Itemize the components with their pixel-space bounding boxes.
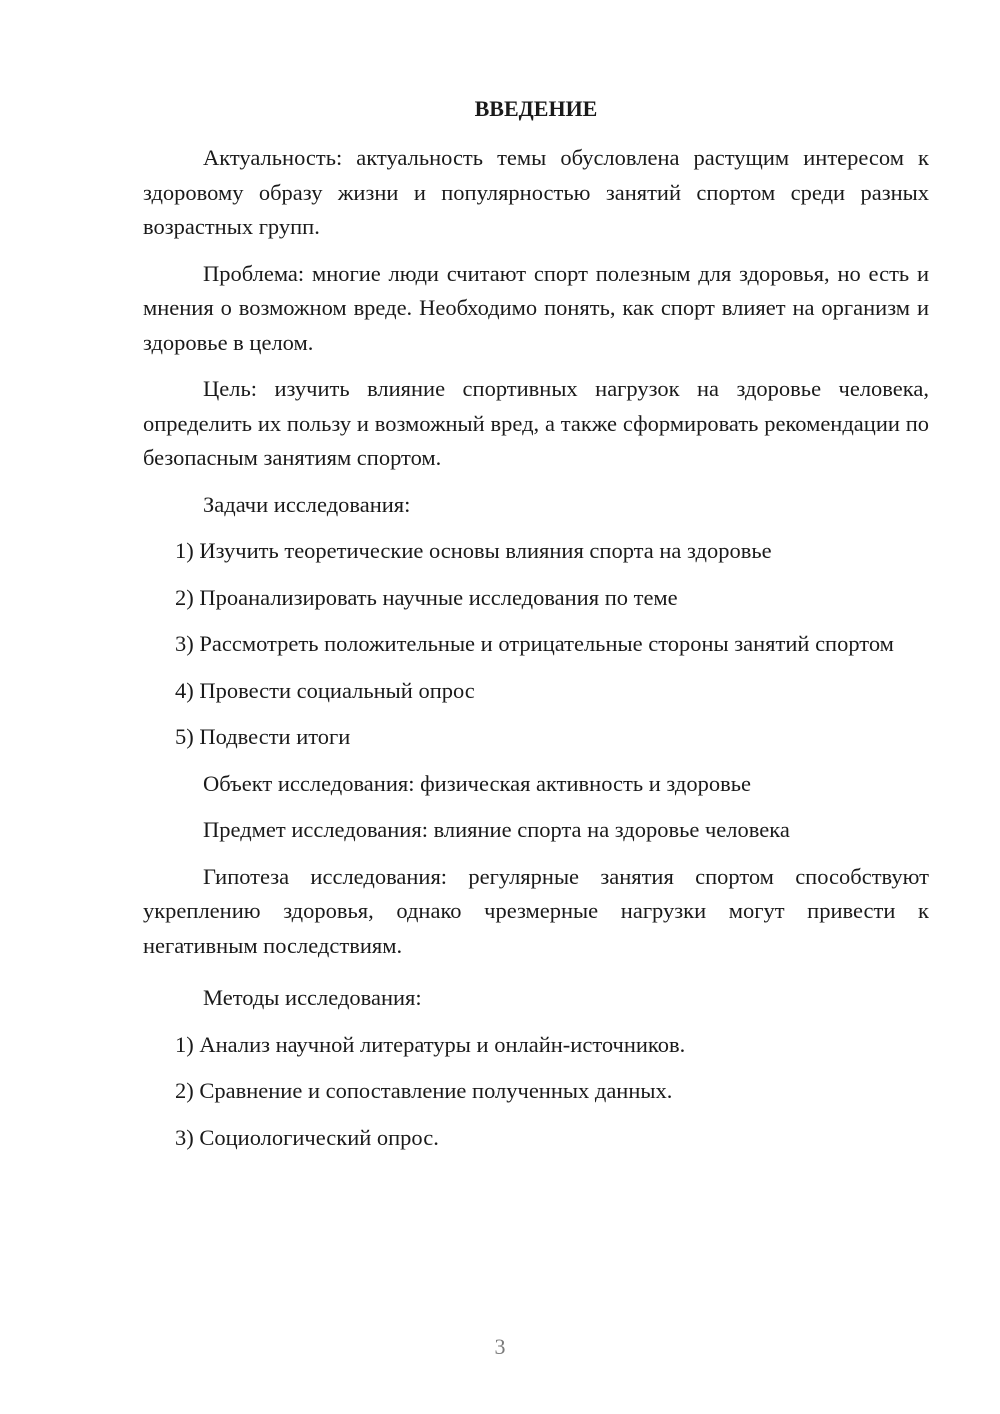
methods-list	[143, 1028, 929, 1156]
method-item: 3) Социологический опрос.	[175, 1124, 439, 1150]
methods-label: Методы исследования:	[203, 985, 422, 1010]
hypothesis-paragraph: Гипотеза исследования: регулярные занятия спортом способствуют укреплению здоровья, однако чрезмерные нагрузки могут привести к негативным последствиям.	[143, 863, 929, 958]
subject-paragraph: Предмет исследования: влияние спорта на здоровье человека	[203, 817, 790, 842]
tasks-label: Задачи исследования:	[203, 491, 411, 517]
problem-paragraph: Проблема: многие люди считают спорт полезным для здоровья, но есть и мнения о возможном вреде. Необходимо понять, как спорт влияет на организм и здоровье в целом.	[143, 260, 929, 355]
task-item: 3) Рассмотреть положительные и отрицательные стороны занятий спортом	[175, 631, 894, 656]
task-item: 2) Проанализировать научные исследования по теме	[175, 584, 678, 610]
relevance-paragraph: Актуальность: актуальность темы обусловлена растущим интересом к здоровому образу жизни и популярностью занятий спортом среди разных возрастных групп.	[143, 145, 929, 239]
method-item: 2) Сравнение и сопоставление полученных данных.	[175, 1078, 673, 1103]
page-number: 3	[494, 1334, 506, 1359]
object-paragraph: Объект исследования: физическая активность и здоровье	[203, 770, 751, 796]
section-heading: ВВЕДЕНИЕ	[474, 96, 598, 121]
task-item: 4) Провести социальный опрос	[175, 677, 475, 703]
page-content	[143, 94, 929, 1155]
task-item: 1) Изучить теоретические основы влияния спорта на здоровье	[175, 538, 772, 563]
tasks-list	[143, 534, 929, 755]
task-item: 5) Подвести итоги	[175, 724, 351, 749]
goal-paragraph: Цель: изучить влияние спортивных нагрузок на здоровье человека, определить их пользу и возможный вред, а также сформировать рекомендации по безопасным занятиям спортом.	[143, 376, 929, 470]
method-item: 1) Анализ научной литературы и онлайн-источников.	[175, 1031, 686, 1057]
